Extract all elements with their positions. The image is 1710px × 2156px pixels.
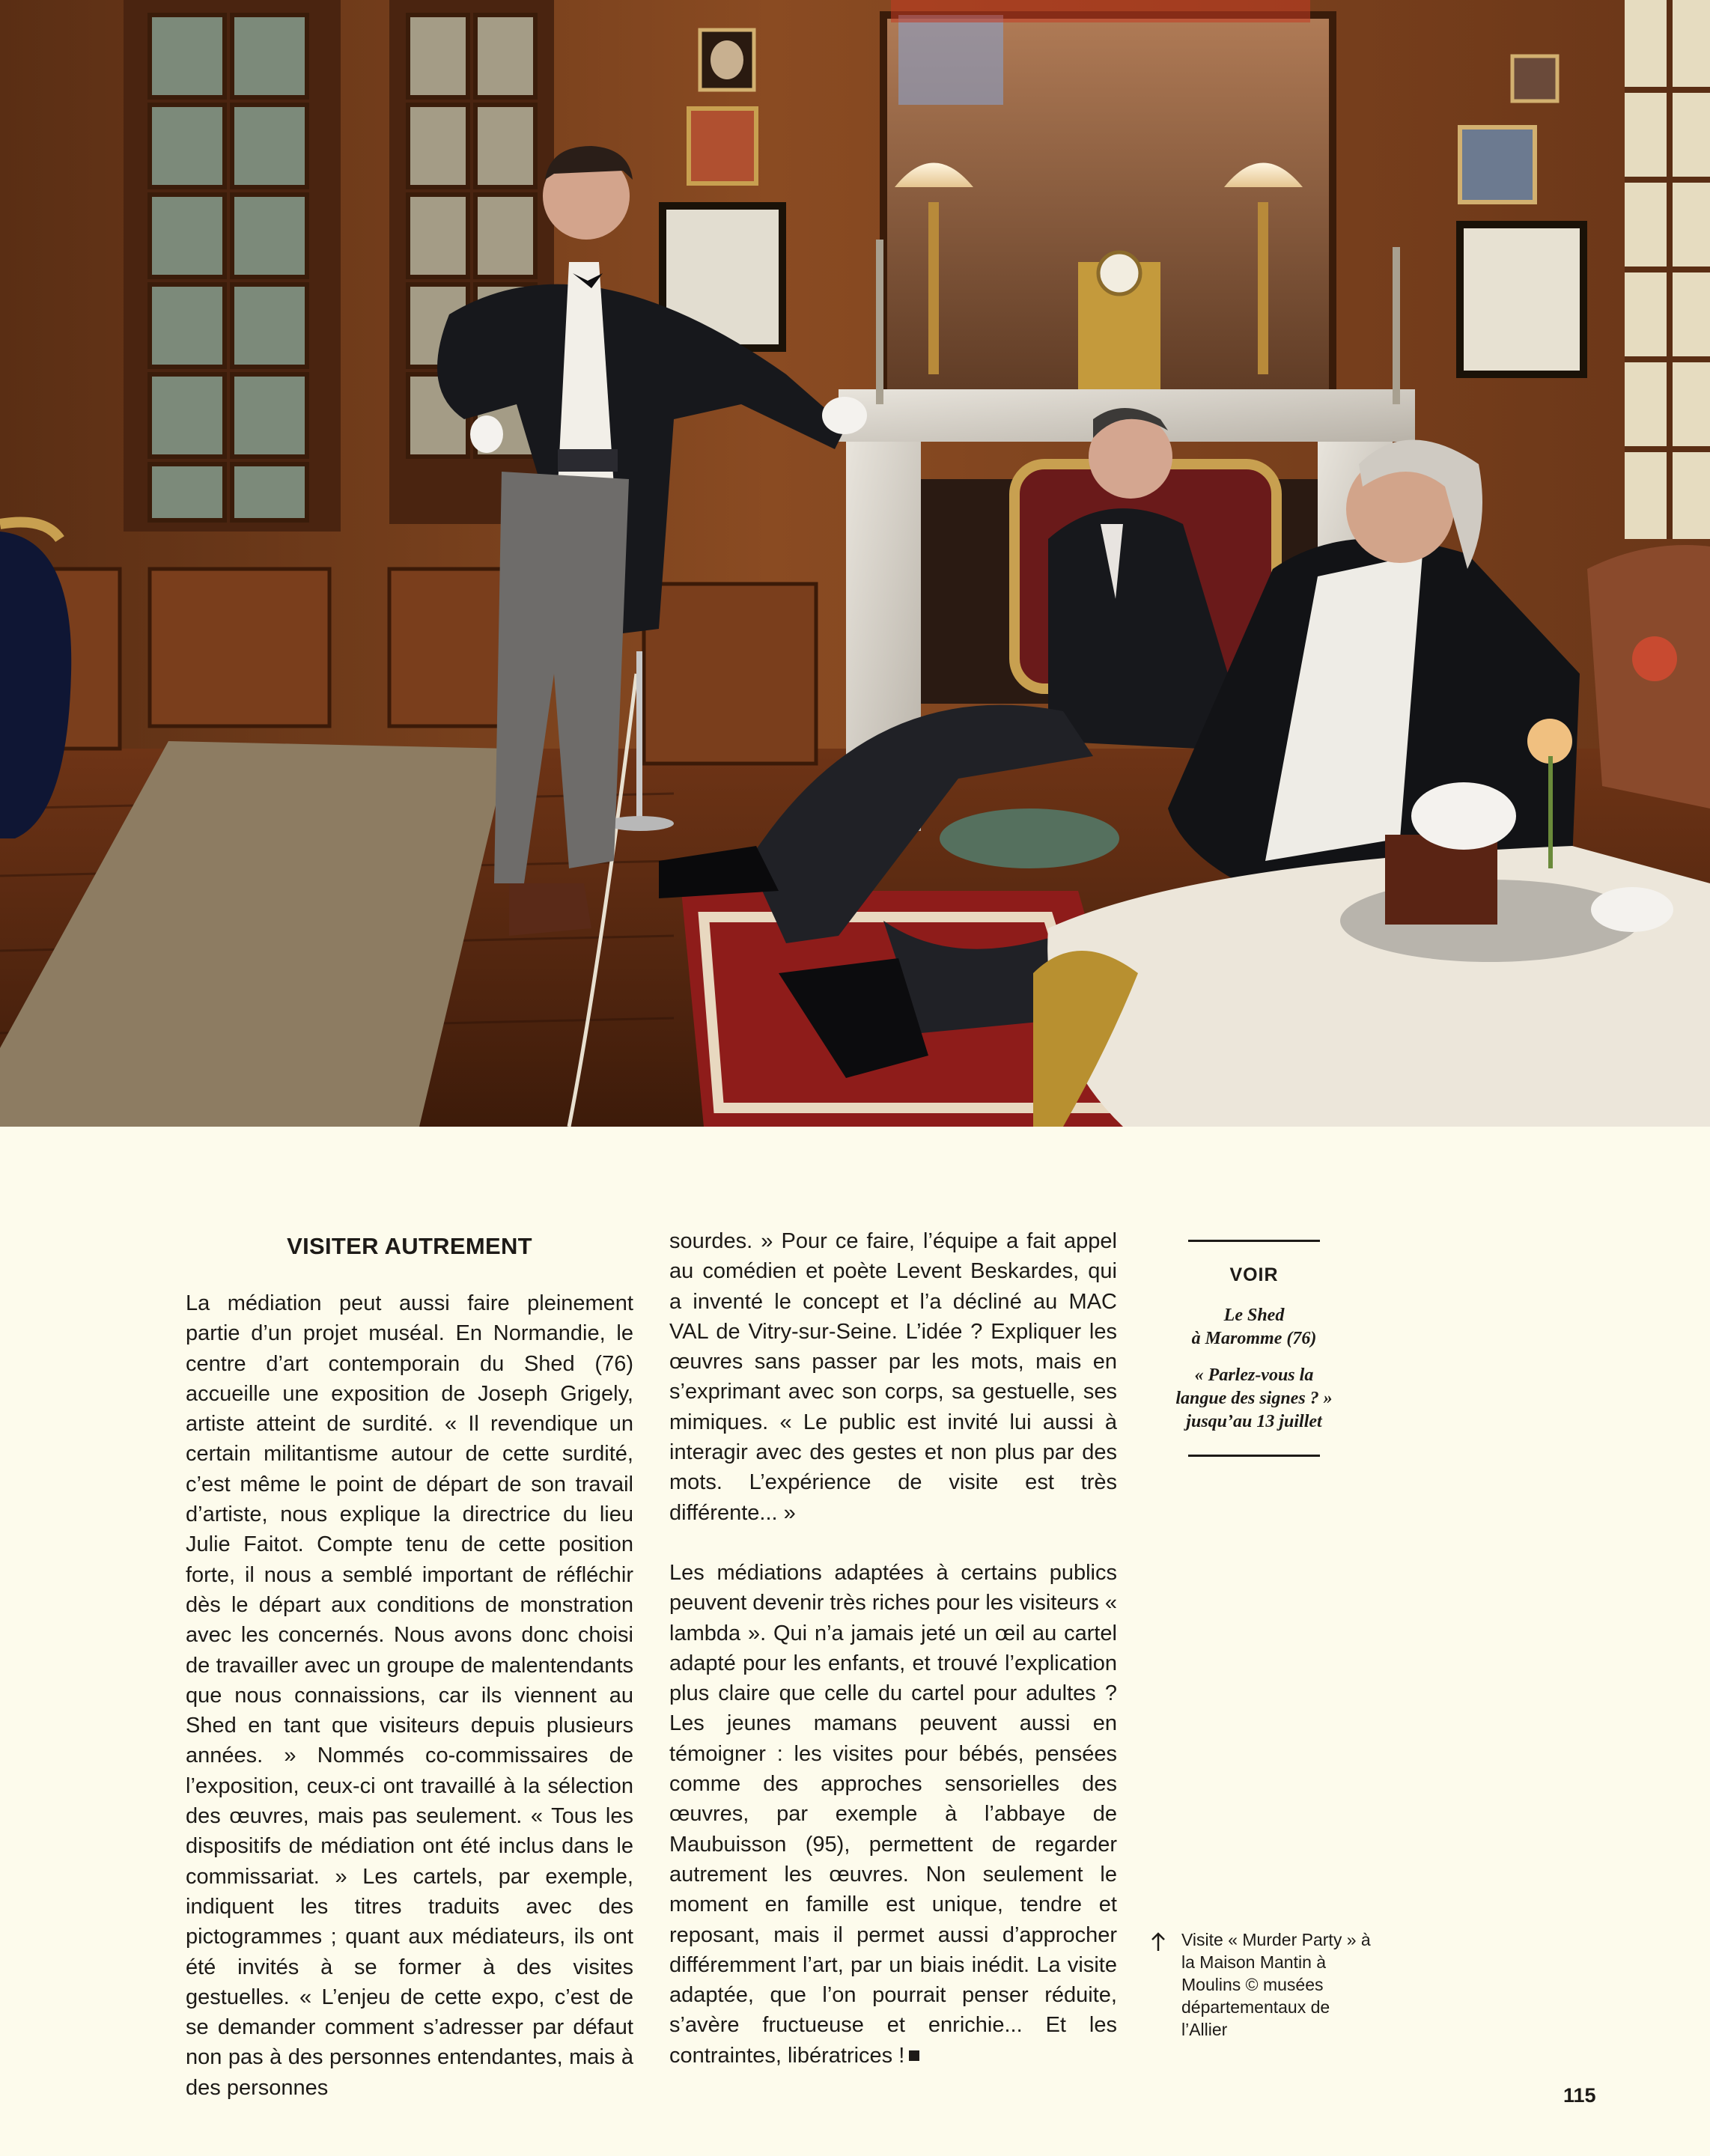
voir-label: VOIR [1229,1264,1279,1285]
caption-text: Visite « Murder Party » à la Maison Mantin à Moulins © musées départementaux de l’Allier [1181,1930,1371,2039]
section-title: VISITER AUTREMENT [287,1233,532,1259]
voir-sidebar [1175,1240,1333,1457]
end-of-article-square-icon [909,2050,919,2061]
paragraph-gap [669,1528,1117,1558]
arrow-up-icon [1150,1931,1166,1951]
paragraph-final [669,1558,1117,2071]
venue-line: Le Shed [1223,1306,1285,1325]
paragraph: La médiation peut aussi faire pleinement partie d’un projet muséal. En Normandie, le centre d’art contemporain du Shed (76) accueille une exposition de Joseph Grigely, artiste atteint de surdité. « Il revendique un certain militantisme autour de cette surdité, c’est même le point de départ de son travail d’artiste, nous explique la directrice du lieu Julie Faitot. Compte tenu de cette position forte, il nous a semblé important de réfléchir dès le départ aux conditions de monstration avec les concernés. Nous avons donc choisi de travailler avec un groupe de malentendants que nous connaissions, car ils viennent au Shed en tant que visiteurs depuis plusieurs années. » Nommés co-commissaires de l’exposition, ceux-ci ont travaillé à la sélection des œuvres, mais pas seulement. « Tous les dispositifs de médiation ont été inclus dans le commissariat. » Les cartels, par exemple, indiquent les titres traduits avec des pictogrammes ; quant aux médiateurs, ils ont été invités à se former à des visites gestuelles. « L’enjeu de cette expo, c’est de se demander comment s’adresser par défaut non pas à des personnes entendantes, mais à des personnes [186,1291,633,2100]
venue-name [1186,1304,1322,1350]
paragraph: sourdes. » Pour ce faire, l’équipe a fait appel au comédien et poète Levent Beskardes, qui a inventé le concept et l’a décliné au MAC VAL de Vitry-sur-Seine. L’idée ? Expliquer les œuvres sans passer par les mots, mais en s’exprimant avec son corps, sa gestuelle, ses mimiques. « Le public est invité lui aussi à interagir avec des gestes et non plus par des mots. L’expérience de visite est très différente... » [669,1229,1117,1525]
exhibition-dates: jusqu’au 13 juillet [1186,1412,1322,1431]
exhibition-line: langue des signes ? » [1175,1389,1333,1408]
article-column-1 [186,1226,633,2103]
exhibition-line: « Parlez-vous la [1194,1365,1314,1385]
bottom-rule [1188,1455,1320,1457]
paragraph-text: Les médiations adaptées à certains publics peuvent devenir très riches pour les visiteurs « lambda ». Qui n’a jamais jeté un œil au cartel adapté pour les enfants, et trouvé l’explication plus claire que celle du cartel pour adultes ? Les jeunes mamans peuvent aussi en témoigner : les visites pour bébés, pensées comme des approches sensorielles des œuvres, par exemple à l’abbaye de Maubuisson (95), permettent de regarder autrement les œuvres. Non seulement le moment en famille est unique, tendre et reposant, mais il permet aussi d’approcher différemment l’art, par un biais inédit. La visite adaptée, que l’on pourrait penser réduite, s’avère fructueuse et enrichie... Et les contraintes, libératrices ! [669,1560,1118,2068]
article-column-2 [669,1226,1117,2071]
page-number: 115 [1563,2084,1596,2107]
venue-line: à Maromme (76) [1191,1329,1317,1348]
top-rule [1188,1240,1320,1242]
photo-caption [1150,1928,1375,2041]
exhibition-title [1171,1364,1337,1434]
